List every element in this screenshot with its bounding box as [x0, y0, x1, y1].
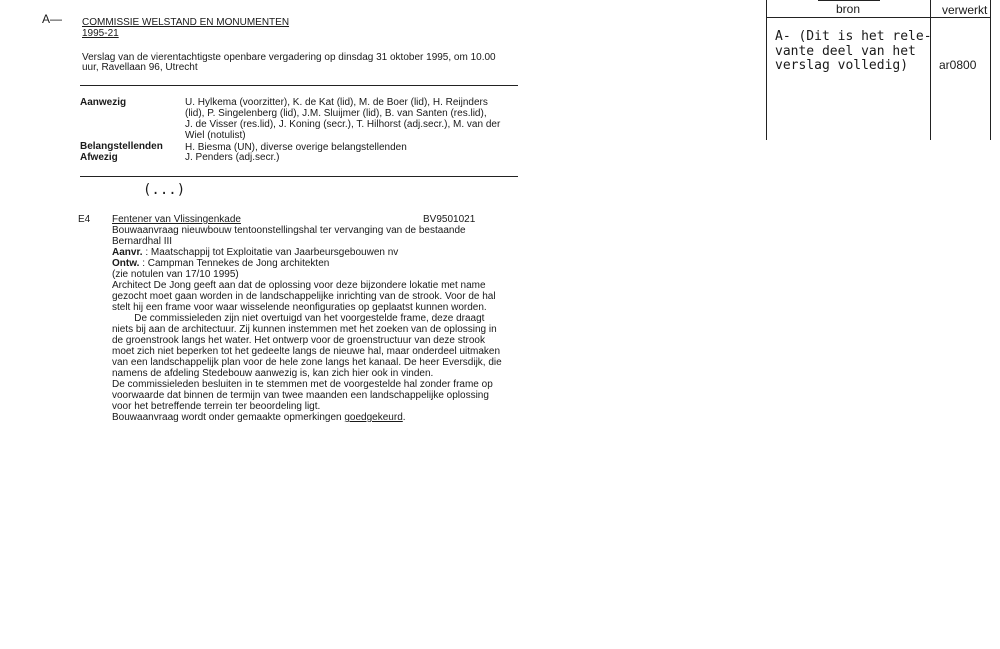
- body-line: De commissieleden zijn niet overtuigd van het voorgestelde frame, deze draagt: [112, 313, 485, 324]
- body-line: de groenstrook langs het water. Het ontwerp voor de groenstructuur van deze strook: [112, 335, 485, 346]
- source-note-line: A- (Dit is het rele-: [775, 29, 932, 44]
- column-header-processed: verwerkt: [942, 3, 988, 17]
- omission-ellipsis: (...): [143, 182, 186, 198]
- decision-suffix: .: [402, 412, 406, 423]
- table-border-left: [766, 0, 767, 140]
- body-line: namens de afdeling Stedebouw aanwezig is, kan zich hier ook in vinden.: [112, 368, 434, 379]
- source-note-line: vante deel van het: [775, 44, 916, 59]
- table-column-divider: [930, 0, 931, 140]
- report-subtitle-line1: Verslag van de vierentachtigste openbare vergadering op dinsdag 31 oktober 1995, om 10.00: [82, 52, 496, 63]
- body-line: stelt hij een frame voor waar wisselende neonfiguraties op geplaatst kunnen worden.: [112, 302, 487, 313]
- body-line: van een landschappelijk plan voor de hele zone langs het kanaal. De heer Eversdijk, die: [112, 357, 502, 368]
- table-top-stub: [818, 0, 880, 1]
- designer-label: Ontw.: [112, 258, 140, 269]
- divider-bottom: [80, 176, 518, 177]
- report-subtitle-line2: uur, Ravellaan 96, Utrecht: [82, 62, 198, 73]
- report-number: 1995-21: [82, 28, 119, 39]
- designer-value: : Campman Tennekes de Jong architekten: [142, 258, 330, 269]
- present-label: Aanwezig: [80, 97, 127, 108]
- column-header-source: bron: [836, 2, 861, 16]
- body-line: moet zich niet beperken tot het gedeelte langs de nieuwe hal, maar onderdeel uitmaken: [112, 346, 501, 357]
- item-description-line: Bernardhal III: [112, 236, 173, 247]
- report-title: COMMISSIE WELSTAND EN MONUMENTEN: [82, 17, 290, 28]
- designer-row: [112, 258, 329, 269]
- table-header-divider: [766, 17, 990, 18]
- body-line: (zie notulen van 17/10 1995): [112, 269, 239, 280]
- applicant-label: Aanvr.: [112, 247, 143, 258]
- processed-code: ar0800: [939, 58, 977, 72]
- table-border-right: [990, 0, 991, 140]
- body-line: gezocht moet gaan worden in de landschappelijke inrichting van de strook. Voor de hal: [112, 291, 496, 302]
- margin-mark: A—: [42, 12, 63, 26]
- stakeholders-value: H. Biesma (UN), diverse overige belangstellenden: [185, 142, 407, 153]
- item-code: E4: [78, 214, 91, 225]
- absent-label: Afwezig: [80, 152, 118, 163]
- present-line: J. de Visser (res.lid), J. Koning (secr.), T. Hilhorst (adj.secr.), M. van der: [185, 119, 501, 130]
- absent-value: J. Penders (adj.secr.): [185, 152, 280, 163]
- item-reference: BV9501021: [423, 214, 476, 225]
- decision-line: [112, 412, 406, 423]
- item-description-line: Bouwaanvraag nieuwbouw tentoonstellingshal ter vervanging van de bestaande: [112, 225, 466, 236]
- source-note-line: verslag volledig): [775, 58, 909, 73]
- body-line: voorwaarde dat binnen de termijn van twee maanden een landschappelijke oplossing: [112, 390, 489, 401]
- body-line: Architect De Jong geeft aan dat de oplossing voor deze bijzondere lokatie met name: [112, 280, 486, 291]
- body-line: niets bij aan de architectuur. Zij kunnen instemmen met het zoeken van de oplossing in: [112, 324, 497, 335]
- body-line: De commissieleden besluiten in te stemmen met de voorgestelde hal zonder frame op: [112, 379, 493, 390]
- present-line: U. Hylkema (voorzitter), K. de Kat (lid), M. de Boer (lid), H. Reijnders: [185, 97, 488, 108]
- body-line: voor het betreffende terrein ter beoordeling ligt.: [112, 401, 321, 412]
- divider-top: [80, 85, 518, 86]
- present-line: (lid), P. Singelenberg (lid), J.M. Sluijmer (lid), B. van Santen (res.lid),: [185, 108, 487, 119]
- applicant-value: : Maatschappij tot Exploitatie van Jaarbeursgebouwen nv: [145, 247, 399, 258]
- stakeholders-label: Belangstellenden: [80, 141, 163, 152]
- applicant-row: [112, 247, 398, 258]
- item-title: Fentener van Vlissingenkade: [112, 214, 241, 225]
- present-line: Wiel (notulist): [185, 130, 246, 141]
- decision-prefix: Bouwaanvraag wordt onder gemaakte opmerkingen: [112, 412, 345, 423]
- decision-word: goedgekeurd: [344, 412, 403, 423]
